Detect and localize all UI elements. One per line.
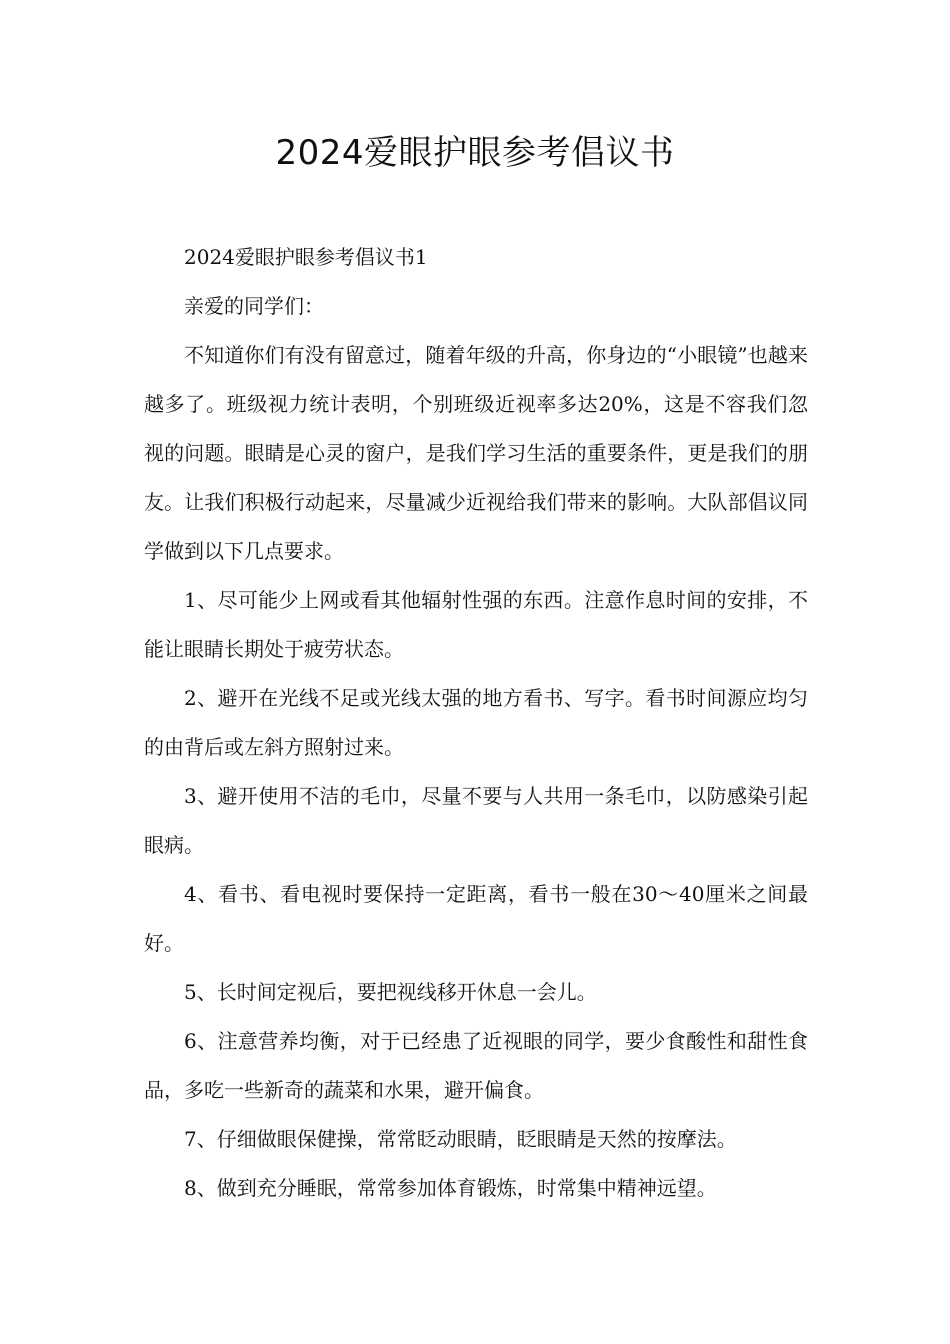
subtitle-paragraph: 2024爱眼护眼参考倡议书1	[184, 245, 428, 269]
item-paragraph-3: 3、避开使用不洁的毛巾，尽量不要与人共用一条毛巾，以防感染引起眼病。	[144, 784, 808, 857]
item-paragraph-5: 5、长时间定视后，要把视线移开休息一会儿。	[184, 980, 597, 1004]
item-paragraph-8: 8、做到充分睡眠，常常参加体育锻炼，时常集中精神远望。	[184, 1176, 717, 1200]
salutation-paragraph: 亲爱的同学们：	[184, 294, 324, 318]
intro-paragraph: 不知道你们有没有留意过，随着年级的升高，你身边的“小眼镜”也越来越多了。班级视力统计表明，个别班级近视率多达20%，这是不容我们忽视的问题。眼睛是心灵的窗户，是我们学习生活的重要条件，更是我们的朋友。让我们积极行动起来，尽量减少近视给我们带来的影响。大队部倡议同学做到以下几点要求。	[144, 343, 808, 563]
document-body	[144, 233, 808, 1213]
item-paragraph-4: 4、看书、看电视时要保持一定距离，看书一般在30～40厘米之间最好。	[144, 882, 808, 955]
item-paragraph-7: 7、仔细做眼保健操，常常眨动眼睛，眨眼睛是天然的按摩法。	[184, 1127, 737, 1151]
document-title: 2024爱眼护眼参考倡议书	[275, 133, 675, 173]
item-paragraph-1: 1、尽可能少上网或看其他辐射性强的东西。注意作息时间的安排，不能让眼睛长期处于疲劳状态。	[144, 588, 808, 661]
item-paragraph-2: 2、避开在光线不足或光线太强的地方看书、写字。看书时间源应均匀的由背后或左斜方照射过来。	[144, 686, 808, 759]
item-paragraph-6: 6、注意营养均衡，对于已经患了近视眼的同学，要少食酸性和甜性食品，多吃一些新奇的蔬菜和水果，避开偏食。	[144, 1029, 808, 1102]
